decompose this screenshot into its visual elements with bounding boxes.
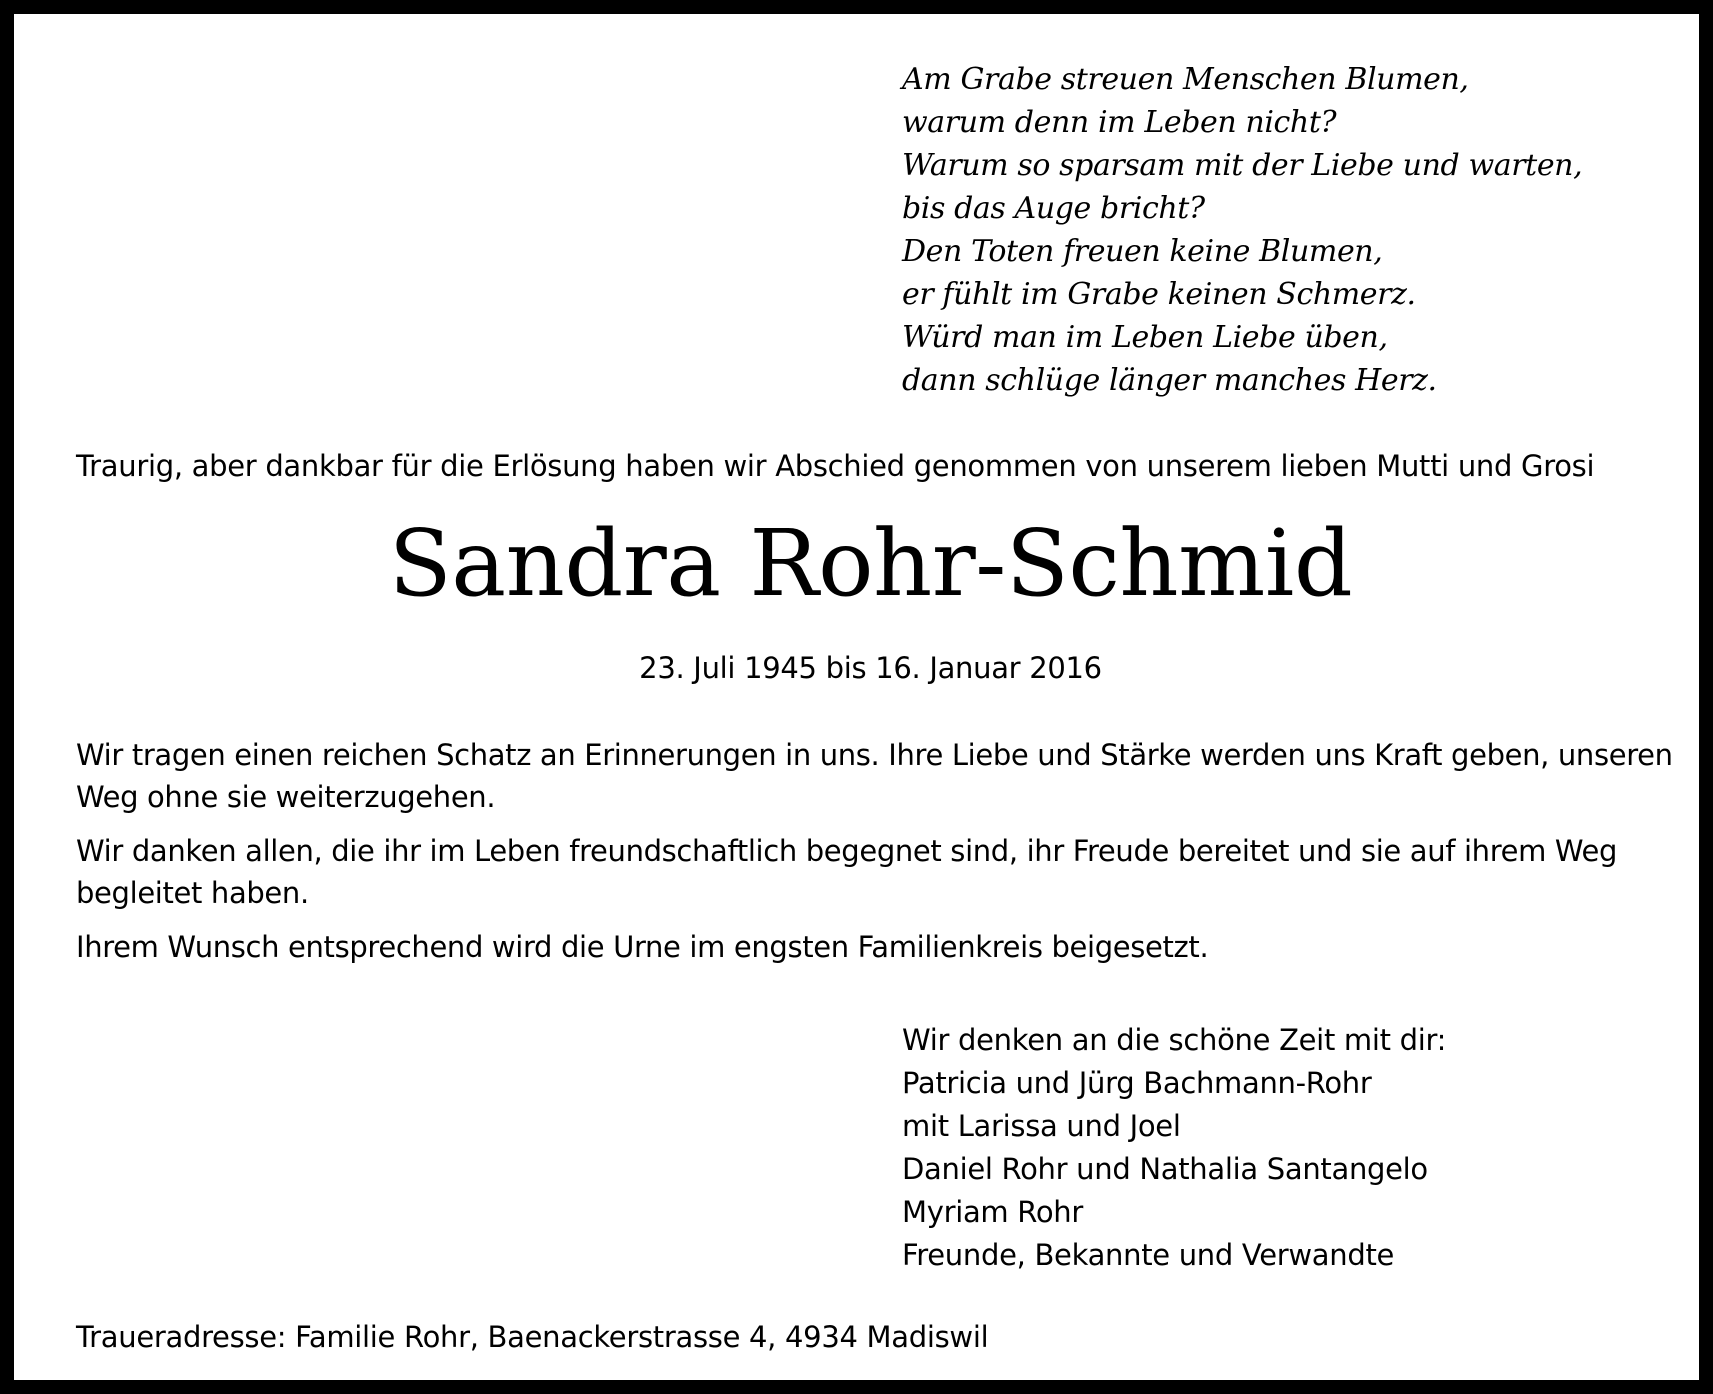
paragraph: Ihrem Wunsch entsprechend wird die Urne im engsten Familienkreis beigesetzt. — [76, 930, 1209, 964]
poem-line: dann schlüge länger manches Herz. — [902, 363, 1437, 398]
poem-line: Am Grabe streuen Menschen Blumen, — [902, 62, 1469, 97]
deceased-name: Sandra Rohr-Schmid — [388, 510, 1353, 617]
poem — [902, 58, 1582, 402]
poem-line: bis das Auge bricht? — [902, 191, 1205, 226]
mourners-line: Wir denken an die schöne Zeit mit dir: — [902, 1023, 1447, 1057]
poem-line: warum denn im Leben nicht? — [902, 105, 1337, 140]
mourners-line: Daniel Rohr und Nathalia Santangelo — [902, 1152, 1428, 1186]
body-text — [76, 734, 1676, 980]
poem-line: Warum so sparsam mit der Liebe und warten, — [902, 148, 1583, 183]
mourners-line: Freunde, Bekannte und Verwandte — [902, 1238, 1395, 1272]
poem-line: Den Toten freuen keine Blumen, — [902, 234, 1383, 269]
mourners-line: Patricia und Jürg Bachmann-Rohr — [902, 1066, 1372, 1100]
paragraph: Wir danken allen, die ihr im Leben freundschaftlich begegnet sind, ihr Freude bereitet und sie auf ihrem Weg begleitet haben. — [76, 834, 1618, 910]
life-dates: 23. Juli 1945 bis 16. Januar 2016 — [639, 651, 1102, 685]
mourners-list — [902, 1019, 1446, 1277]
mourning-address: Traueradresse: Familie Rohr, Baenackerstrasse 4, 4934 Madiswil — [76, 1320, 989, 1354]
mourners-line: mit Larissa und Joel — [902, 1109, 1181, 1143]
intro-text: Traurig, aber dankbar für die Erlösung haben wir Abschied genommen von unserem lieben Mutti und Grosi — [76, 449, 1595, 483]
paragraph: Wir tragen einen reichen Schatz an Erinnerungen in uns. Ihre Liebe und Stärke werden uns Kraft geben, unseren Weg ohne sie weiterzugehen. — [76, 738, 1673, 814]
poem-line: er fühlt im Grabe keinen Schmerz. — [902, 277, 1416, 312]
poem-line: Würd man im Leben Liebe üben, — [902, 320, 1388, 355]
mourners-line: Myriam Rohr — [902, 1195, 1083, 1229]
